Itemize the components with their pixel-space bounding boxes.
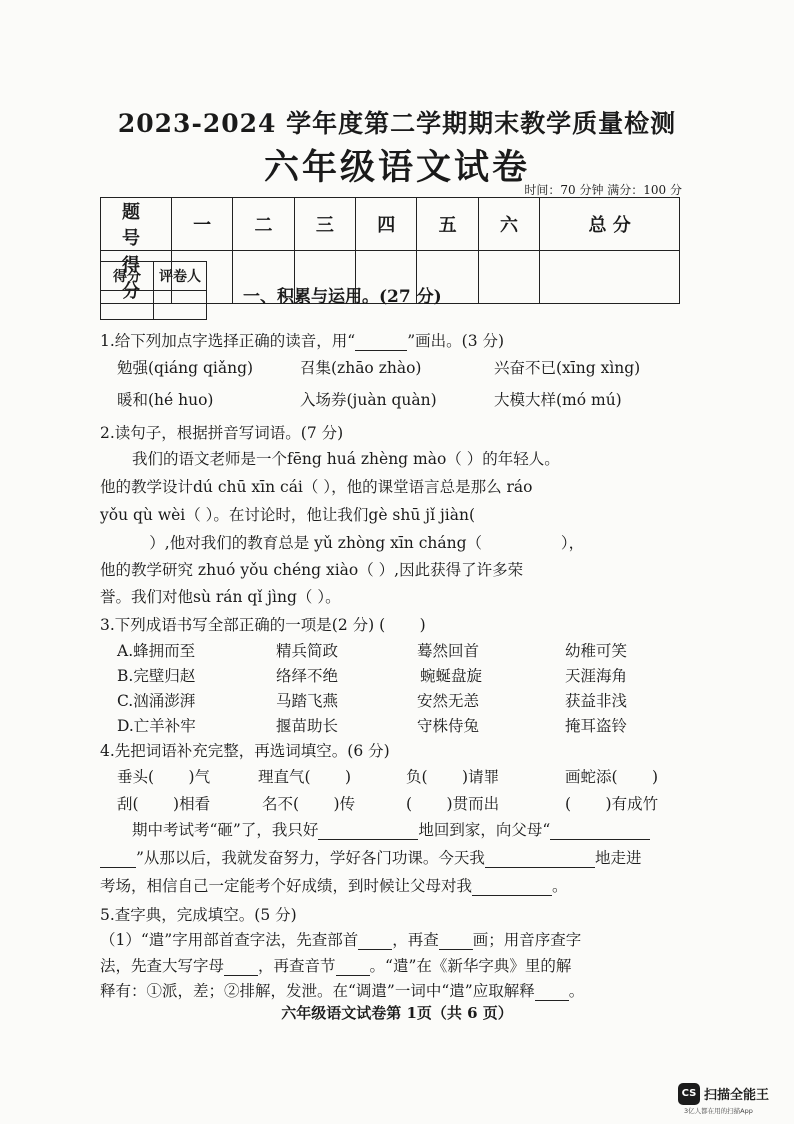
q1-item: 大模大样(mó mú)	[494, 391, 622, 409]
exam-title-line2: 六年级语文试卷	[263, 147, 530, 188]
q3-option: C.汹涌澎湃	[117, 692, 196, 710]
q1-item: 暖和(hé huo)	[117, 391, 214, 409]
answer-blank[interactable]	[550, 821, 650, 840]
answer-blank[interactable]	[439, 931, 473, 950]
exam-title-line1: 2023-2024 学年度第二学期期末教学质量检测	[117, 109, 677, 138]
q3-option: 安然无恙	[417, 692, 480, 710]
q4-idiom: 负( )请罪	[406, 768, 500, 786]
score-cell	[478, 251, 539, 304]
answer-blank[interactable]	[485, 849, 595, 868]
q4-idiom: 理直气( )	[258, 768, 352, 786]
underline-sample	[355, 332, 407, 351]
score-cell	[540, 251, 680, 304]
grader-score-cell	[101, 291, 154, 320]
score-table-col-4: 四	[356, 198, 417, 251]
scanner-app-name: 扫描全能王	[704, 1088, 770, 1103]
q4-idiom: 名不( )传	[262, 795, 356, 813]
score-table-col-5: 五	[417, 198, 478, 251]
q4-idiom: 刮( )相看	[117, 795, 211, 813]
q3-option: A.蜂拥而至	[117, 642, 196, 660]
score-table-col-total: 总 分	[540, 198, 680, 251]
q2-line: 他的教学研究 zhuó yǒu chéng xiào（ ）,因此获得了许多荣	[100, 561, 524, 579]
q4-para-line1: 期中考试考“砸”了，我只好 地回到家，向父母“	[132, 818, 650, 840]
q5-line2: 法，先查大写字母 ，再查音节 。“遣”在《新华字典》里的解	[100, 957, 572, 975]
q2-line: 他的教学设计dú chū xīn cái（ ），他的课堂语言总是那么 ráo	[100, 478, 533, 496]
q3-option: 蜿蜒盘旋	[420, 667, 483, 685]
q3-option: 马踏飞燕	[276, 692, 339, 710]
score-table-header-row	[101, 198, 680, 251]
score-table-col-2: 二	[233, 198, 294, 251]
q3-option: 获益非浅	[565, 692, 628, 710]
q3-option: 精兵简政	[276, 642, 339, 660]
q1-item: 兴奋不已(xīng xìng)	[494, 359, 641, 377]
q3-option: 守株侍兔	[417, 717, 480, 735]
q2-line: 我们的语文老师是一个fēng huá zhèng mào（ ）的年轻人。	[132, 450, 560, 468]
answer-blank[interactable]	[224, 957, 258, 976]
q3-option: 络绎不绝	[276, 667, 339, 685]
q4-prompt: 4.先把词语补充完整，再选词填空。(6 分)	[100, 742, 390, 760]
grader-name-cell	[154, 291, 207, 320]
q3-option: 揠苗助长	[276, 717, 339, 735]
q3-option: D.亡羊补牢	[117, 717, 196, 735]
answer-blank[interactable]	[535, 982, 569, 1001]
grader-name-label: 评卷人	[154, 262, 207, 291]
score-table-col-6: 六	[478, 198, 539, 251]
answer-blank[interactable]	[318, 821, 418, 840]
q4-para-line2: ”从那以后，我就发奋努力，学好各门功课。今天我 地走进	[100, 846, 641, 868]
q4-idiom: ( )贯而出	[406, 795, 500, 813]
score-table-col-3: 三	[294, 198, 355, 251]
scanner-tagline: 3亿人都在用的扫描App	[684, 1107, 753, 1115]
score-table-col-1: 一	[172, 198, 233, 251]
grader-score-label: 得分	[101, 262, 154, 291]
q4-idiom: 画蛇添( )	[565, 768, 659, 786]
q5-line3: 释有：①派，差；②排解，发泄。在“调遣”一词中“遣”应取解释 。	[100, 982, 585, 1000]
q4-idiom: 垂头( )气	[117, 768, 211, 786]
q1-item: 入场券(juàn quàn)	[300, 391, 437, 409]
q3-prompt: 3.下列成语书写全部正确的一项是(2 分) ( )	[100, 616, 426, 634]
section1-heading: 一、积累与运用。(27 分)	[243, 287, 442, 307]
time-score-info: 时间：70 分钟 满分：100 分	[524, 183, 682, 197]
q3-option: 幼稚可笑	[565, 642, 628, 660]
q3-option: 天涯海角	[565, 667, 628, 685]
q2-line: 誉。我们对他sù rán qǐ jìng（ ）。	[100, 588, 341, 606]
score-table-header-label: 题 号	[101, 198, 172, 251]
q3-option: 掩耳盗铃	[565, 717, 628, 735]
q5-prompt: 5.查字典，完成填空。(5 分)	[100, 906, 297, 924]
q2-prompt: 2.读句子，根据拼音写词语。(7 分)	[100, 424, 344, 442]
q5-line1: （1）“遣”字用部首查字法，先查部首 ，再查 画；用音序查字	[100, 931, 582, 949]
q1-prompt: 1.给下列加点字选择正确的读音，用“ ”画出。(3 分)	[100, 332, 505, 350]
answer-blank[interactable]	[358, 931, 392, 950]
q2-line: ）,他对我们的教育总是 yǔ zhòng xīn cháng（ ），	[100, 534, 585, 552]
q4-idiom: ( )有成竹	[565, 795, 659, 813]
page-footer: 六年级语文试卷第 1页（共 6 页）	[281, 1004, 513, 1022]
score-table-score-label: 得 分	[101, 251, 172, 304]
q3-option: B.完壁归赵	[117, 667, 196, 685]
answer-blank[interactable]	[100, 849, 136, 868]
scanner-logo-icon: CS	[678, 1083, 700, 1105]
q3-option: 蓦然回首	[417, 642, 480, 660]
answer-blank[interactable]	[472, 877, 552, 896]
q1-item: 召集(zhāo zhào)	[300, 359, 422, 377]
q4-para-line3: 考场，相信自己一定能考个好成绩，到时候让父母对我 。	[100, 877, 568, 895]
q2-line: yǒu qù wèi（ ）。在讨论时，他让我们gè shū jǐ jiàn(	[100, 506, 475, 524]
answer-blank[interactable]	[336, 957, 370, 976]
q1-item: 勉强(qiáng qiǎng)	[117, 359, 254, 377]
grader-box	[100, 261, 207, 320]
